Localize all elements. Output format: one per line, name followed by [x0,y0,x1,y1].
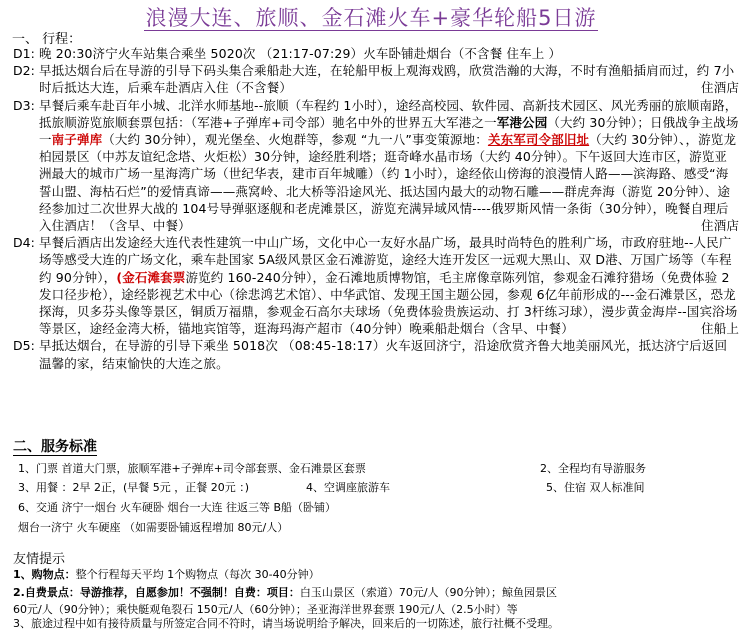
service-heading-text: 二、服务标准 [13,439,97,455]
day-description [39,337,739,371]
day-label: D1: [13,46,35,61]
section-service-heading [13,436,97,456]
day-row [13,45,739,62]
tip-heading: 1、购物点： [13,568,76,581]
highlight-text: 南子弹库 [51,132,103,148]
accommodation-note: 住酒店 [701,80,739,96]
tip-item [13,584,557,600]
service-item: 4、空调座旅游车 [306,481,390,494]
tip-text: 3、旅途过程中如有接待质量与所签定合同不符时，请当场说明给予解决，回来后的一切陈述，旅行社概不受理。 [13,617,559,630]
day-text: （大约 30分钟）、，游览龙柏园景区（中苏友谊纪念塔、火炬松）30分钟，途经胜利塔；逛奇峰水晶市场（大约 40分钟）。下午返回大连市区，游览亚洲最大的城市广场一星海湾广场（世纪华表，建市百年城雕）（约 1小时），途经依山傍海的浪漫情人路——滨海路、感受“海誓山盟、海枯石烂”的爱情真谛——燕窝岭、北大桥等沿途风光、抵达国内最大的动物石雕——群虎奔海（游览 20分钟）、途经参加过二次世界大战的 104号导弹驱逐舰和老虎滩景区，游览充满异域风情----俄罗斯风情一条街（30分钟），晚餐自理后入住酒店！（含早、中餐） [39,132,737,234]
title-text: 浪漫大连、旅顺、金石滩火车+豪华轮船5日游 [145,6,597,30]
day-description [39,97,739,235]
section-itinerary-heading: 一、 行程： [12,32,82,47]
service-item: 3、用餐 ：2早 2正，(早餐 5元 ，正餐 20元 ：) [18,481,250,494]
day-label: D4: [13,235,35,251]
service-item: 5、住宿 双人标准间 [546,481,645,494]
day-label: D5: [13,338,35,354]
service-item: 2、全程均有导游服务 [540,462,646,475]
day-row [13,97,739,235]
day-row [13,62,739,96]
service-item: 1、门票 首道大门票，旅顺军港+子弹库+司令部套票、金石滩景区套票 [18,462,366,475]
day-text: 早抵达烟台，在导游的引导下乘坐 5018次 （08:45-18:17）火车返回济宁，沿途欣赏齐鲁大地美丽风光，抵达济宁后返回温馨的家，结束愉快的大连之旅。 [39,338,728,371]
service-item: 烟台一济宁 火车硬座 （如需要卧铺返程增加 80元/人） [18,521,289,534]
friendly-tips-heading: 友情提示 [13,552,66,567]
highlight-text: (金石滩套票 [116,269,186,285]
tip-item [13,566,320,582]
day-row [13,234,739,337]
tip-heading: 2.自费景点：导游推荐，自愿参加！不强制！自费：项目： [13,586,300,599]
day-text: （大约 30分钟），观光堡垒、火炮群等，参观 “九一八”事变策源地： [102,132,488,148]
accommodation-note: 住酒店 [701,218,739,234]
day-text: 早餐后乘车赴百年小城、北洋水师基地--旅顺（车程约 1小时），途经高校园、软件园、高新技术园区、风光秀丽的旅顺南路，抵旅顺游览旅顺套票包括：（军港+子弹库+司令部）驰名中外的世界五大军港之一 [39,97,738,130]
page-title [0,2,742,32]
day-text: （大约 30分钟）；日俄战争主战场一 [39,114,739,148]
highlight-text: 关东军司令部旧址 [487,132,590,148]
accommodation-note: 住船上 [701,321,739,337]
day-label: D2: [13,63,35,79]
service-item: 6、交通 济宁一烟台 火车硬卧 烟台一大连 往返三等 B船（卧铺） [18,501,337,514]
tip-text: 整个行程每天平均 1个购物点（每次 30-40分钟） [75,568,320,581]
day-list [13,45,739,372]
day-label: D3: [13,97,35,113]
tip-item [13,615,559,631]
tip-text: 白玉山景区（索道）70元/人（90分钟）；鲸鱼园景区 [299,586,558,599]
day-text: 早餐后酒店出发途经大连代表性建筑一中山广场，文化中心一友好水晶广场，最具时尚特色的胜利广场，市政府驻地--人民广场等感受大连的广场文化，乘车赴国家 5A级风景区金石滩游览，途经大连开发区一远观大黑山、双 D港、万国广场等（车程约 90分钟）， [39,235,732,285]
day-description [39,45,739,62]
tip-text: 60元/人（90分钟）；乘快艇观龟裂石 150元/人（60分钟）；圣亚海洋世界套票 190元/人（2.5小时）等 [13,603,518,616]
day-text: 游览约 160-240分钟），金石滩地质博物馆，毛主席像章陈列馆，参观金石滩狩猎场（免费体验 2发口径步枪），途经影视艺术中心（徐悲鸿艺术馆）、中华武馆、发现王国主题公园，参观 6亿年前形成的---金石滩景区，恐龙探海，贝多芬头像等景区，铜质万福鼎，参观金石高尔夫球场（免费体验贵族运动、打 3杆练习球），漫步黄金海岸--国宾浴场等景区，途经金湾大桥，锚地宾馆等，逛海玛海产超市（40分钟）晚乘船赴烟台（含早、中餐） [39,269,738,337]
day-text: 晚 20:30济宁火车站集合乘坐 5020次 （21:17-07:29）火车卧铺赴烟台（不含餐 住车上 ） [39,46,562,61]
highlight-text: 军港公园 [496,114,548,130]
day-row [13,337,739,371]
day-text: 早抵达烟台后在导游的引导下码头集合乘船赴大连，在轮船甲板上观海戏鸥，欣赏浩瀚的大海，不时有渔船插肩而过，约 7小时后抵达大连，后乘车赴酒店入住（不含餐） [39,63,735,96]
day-description [39,234,739,337]
day-description [39,62,739,96]
